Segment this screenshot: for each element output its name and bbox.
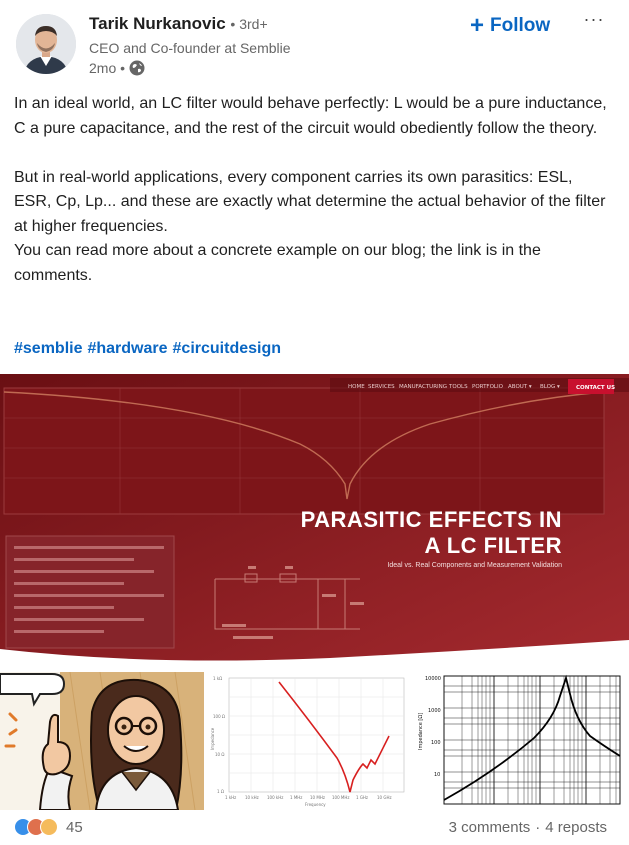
plot2-xtick-1: 1 kHz bbox=[225, 795, 237, 800]
banner-title-line2: A LC FILTER bbox=[424, 533, 562, 558]
stats-separator: · bbox=[535, 819, 541, 836]
plot2-xtick-2: 10 kHz bbox=[245, 795, 259, 800]
woman-pointing-illustration bbox=[0, 672, 204, 810]
plot3-ytick-10: 10 bbox=[434, 772, 441, 778]
post-time: 2mo • bbox=[89, 60, 126, 76]
reposts-count[interactable]: 4 reposts bbox=[545, 819, 607, 836]
post-body bbox=[14, 92, 614, 288]
follow-label: Follow bbox=[490, 15, 551, 36]
banner-nav-blog: BLOG ▾ bbox=[540, 384, 560, 390]
author-name-row[interactable] bbox=[89, 14, 268, 34]
plot2-ytick-10: 10 Ω bbox=[215, 752, 225, 757]
engagement-stats bbox=[449, 819, 607, 836]
plot2-xtick-7: 1 GHz bbox=[356, 795, 369, 800]
post-meta bbox=[89, 60, 145, 76]
connection-degree: • 3rd+ bbox=[230, 16, 268, 32]
plot2-ytick-1: 1 Ω bbox=[217, 789, 224, 794]
image-thumbnails bbox=[0, 664, 629, 812]
banner-subtitle: Ideal vs. Real Components and Measurement Validation bbox=[387, 562, 562, 569]
plot2-xlabel: Frequency bbox=[305, 802, 326, 807]
plot2-xtick-4: 1 MHz bbox=[290, 795, 303, 800]
impedance-plot-graphic bbox=[209, 672, 410, 810]
social-counts-bar bbox=[0, 812, 629, 845]
banner-nav-home: HOME bbox=[348, 384, 365, 390]
plot2-xtick-5: 10 MHz bbox=[310, 795, 325, 800]
insightful-reaction-icon bbox=[40, 818, 58, 836]
globe-icon bbox=[129, 60, 145, 76]
banner-contact-label: CONTACT US bbox=[576, 385, 616, 391]
post-paragraph-3: You can read more about a concrete example on our blog; the link is in the comments. bbox=[14, 242, 541, 284]
plot3-ytick-100: 100 bbox=[431, 740, 441, 746]
plot2-xtick-3: 100 kHz bbox=[267, 795, 284, 800]
plot3-ytick-1000: 1000 bbox=[428, 708, 441, 714]
post-paragraph-1: In an ideal world, an LC filter would behave perfectly: L would be a pure inductance, C a pure capacitance, and the rest of the circuit would obediently follow the theory. bbox=[14, 95, 607, 137]
comments-count[interactable]: 3 comments bbox=[448, 819, 531, 836]
banner-nav-portfolio: PORTFOLIO bbox=[472, 384, 503, 390]
hashtag-semblie[interactable]: #semblie bbox=[14, 340, 83, 357]
plot2-xtick-8: 10 GHz bbox=[377, 795, 392, 800]
post-paragraph-2: But in real-world applications, every component carries its own parasitics: ESL, ESR, Cp, Lp... and these are exactly what determine the actual behavior of the filter at higher frequencies. bbox=[14, 168, 606, 235]
hashtag-circuitdesign[interactable]: #circuitdesign bbox=[172, 340, 282, 357]
banner-nav-manufacturing: MANUFACTURING bbox=[399, 384, 448, 390]
hashtag-hardware[interactable]: #hardware bbox=[87, 340, 168, 357]
banner-graphic bbox=[0, 374, 629, 664]
more-options-icon[interactable]: ··· bbox=[583, 9, 605, 29]
plot2-xtick-6: 100 MHz bbox=[332, 795, 350, 800]
plot3-ytick-10000: 10000 bbox=[425, 676, 441, 682]
banner-nav-services: SERVICES bbox=[368, 384, 395, 390]
thumbnail-impedance-plot[interactable] bbox=[209, 672, 410, 810]
author-name[interactable]: Tarik Nurkanovic bbox=[89, 14, 226, 33]
post-header bbox=[0, 0, 629, 90]
thumbnail-impedance-plot-black[interactable] bbox=[414, 672, 624, 810]
reactions-summary[interactable] bbox=[14, 818, 83, 836]
plot3-ylabel: Impedance [Ω] bbox=[418, 712, 424, 750]
banner-title-line1: PARASITIC EFFECTS IN bbox=[300, 507, 562, 532]
post-banner-image[interactable] bbox=[0, 374, 629, 664]
follow-button[interactable] bbox=[470, 12, 550, 40]
hashtags bbox=[14, 340, 281, 358]
plus-icon: + bbox=[470, 12, 485, 39]
author-avatar[interactable] bbox=[16, 14, 76, 74]
author-headline: CEO and Co-founder at Semblie bbox=[89, 40, 291, 56]
reaction-icons bbox=[14, 818, 53, 836]
plot2-ytick-100: 100 Ω bbox=[213, 714, 225, 719]
plot2-ytick-1k: 1 kΩ bbox=[213, 676, 223, 681]
banner-nav-tools: TOOLS bbox=[449, 384, 468, 390]
thumbnail-illustration[interactable] bbox=[0, 672, 204, 810]
impedance-plot-black-graphic bbox=[414, 672, 624, 810]
banner-nav-about: ABOUT ▾ bbox=[508, 384, 532, 390]
reaction-count[interactable]: 45 bbox=[66, 818, 83, 836]
plot2-ylabel: Impedance bbox=[210, 727, 215, 750]
